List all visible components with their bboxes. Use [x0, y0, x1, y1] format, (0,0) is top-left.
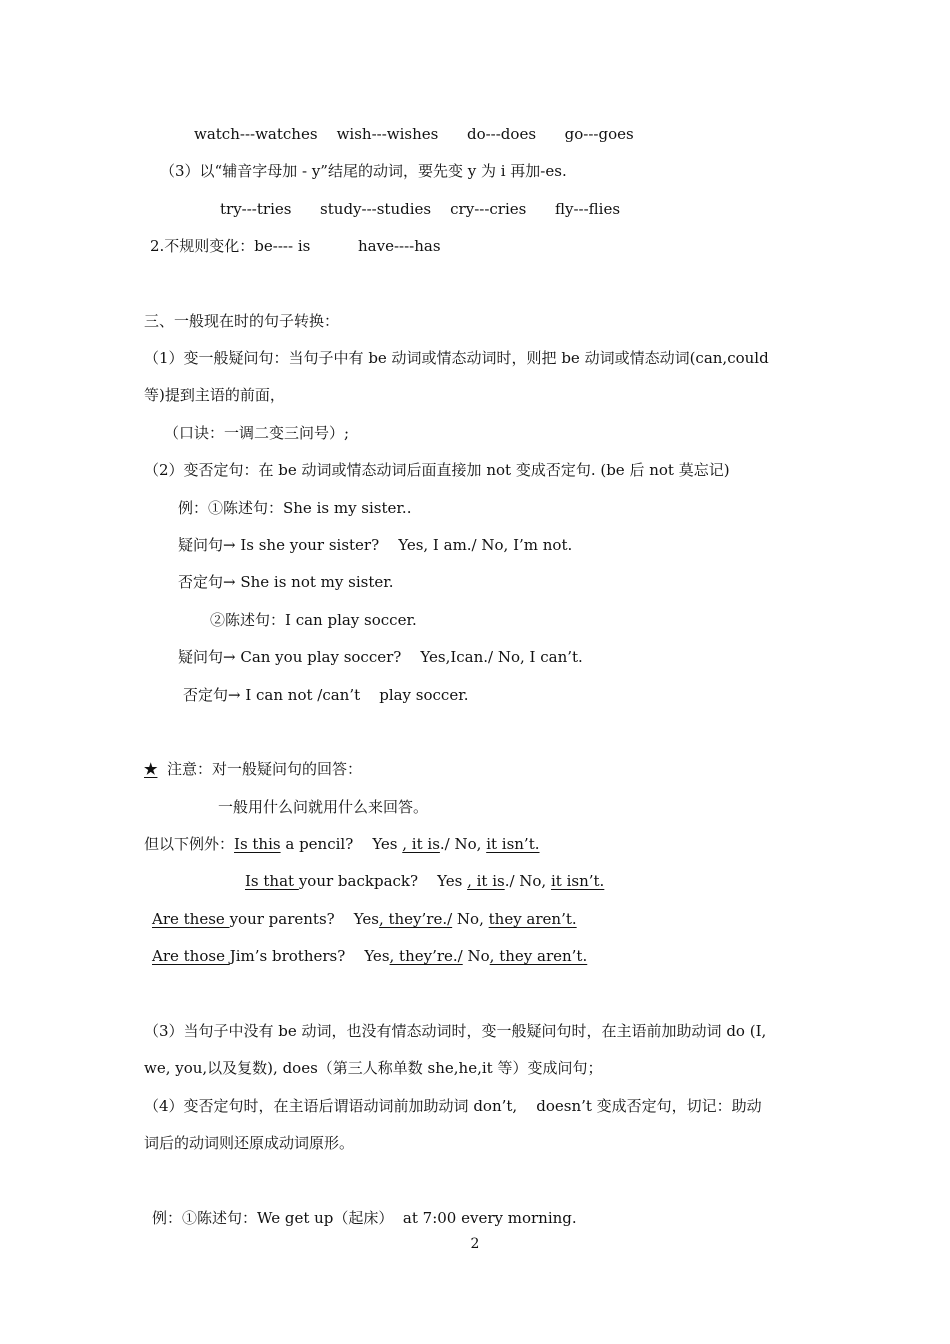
text-segment: 否定句→ I can not /can’t play soccer.: [183, 686, 469, 704]
line-1: [194, 124, 634, 144]
line-9: [144, 460, 730, 480]
line-18: [144, 834, 540, 854]
text-segment: Is that: [245, 872, 299, 890]
line-24: [144, 1096, 762, 1116]
text-segment: （2）变否定句：在 be 动词或情态动词后面直接加 not 变成否定句. (be 后 not 莫忘记): [144, 461, 730, 479]
line-11: [178, 535, 572, 555]
text-segment: 等)提到主语的前面，: [144, 386, 285, 404]
text-segment: Are these: [152, 910, 230, 928]
text-segment: 注意：对一般疑问句的回答：: [157, 760, 362, 778]
text-segment: it isn’t.: [550, 872, 605, 890]
line-7: [144, 385, 285, 405]
line-15: [183, 685, 469, 705]
text-segment: No: [462, 947, 490, 965]
text-segment: 2.不规则变化：be---- is have----has: [150, 237, 441, 255]
line-19: [245, 871, 604, 891]
text-segment: , they aren’t.: [489, 947, 588, 965]
text-segment: Jim’s brothers? Yes: [229, 947, 390, 965]
text-segment: 例：①陈述句：She is my sister..: [178, 499, 412, 517]
text-segment: we, you,以及复数), does（第三人称单数 she,he,it 等）变成问句；: [144, 1059, 603, 1077]
text-segment: , they’re./: [389, 947, 463, 965]
text-segment: 但以下例外：: [144, 835, 235, 853]
star-icon: ★: [144, 760, 158, 778]
line-10: [178, 498, 411, 518]
text-segment: 疑问句→ Is she your sister? Yes, I am./ No, I’m not.: [178, 536, 573, 554]
line-8: [164, 423, 349, 443]
text-segment: Is this: [234, 835, 281, 853]
text-segment: watch---watches wish---wishes do---does go---goes: [194, 125, 634, 143]
line-6: [144, 348, 769, 368]
line-14: [178, 647, 583, 667]
line-26: [152, 1208, 577, 1228]
line-25: [144, 1133, 354, 1153]
line-3: [220, 199, 620, 219]
page-number: 2: [470, 1236, 480, 1252]
line-20: [152, 909, 577, 929]
text-segment: , it is: [467, 872, 505, 890]
text-segment: （3）当句子中没有 be 动词，也没有情态动词时，变一般疑问句时，在主语前加助动词 do (I,: [144, 1022, 767, 1040]
text-segment: 否定句→ She is not my sister.: [178, 573, 394, 591]
text-segment: （3）以“辅音字母加 - y”结尾的动词，要先变 y 为 i 再加-es.: [160, 162, 567, 180]
text-segment: ./ No,: [504, 872, 551, 890]
line-2: [160, 161, 567, 181]
text-segment: Are those: [152, 947, 230, 965]
line-4: [150, 236, 441, 256]
text-segment: your parents? Yes: [229, 910, 379, 928]
line-21: [152, 946, 587, 966]
line-17: [218, 797, 428, 817]
text-segment: 一般用什么问就用什么来回答。: [218, 798, 429, 816]
line-13: [210, 610, 417, 630]
text-segment: 疑问句→ Can you play soccer? Yes,Ican./ No, I can’t.: [178, 648, 583, 666]
line-23: [144, 1058, 602, 1078]
text-segment: it isn’t.: [486, 835, 540, 853]
text-segment: , it is: [402, 835, 440, 853]
text-segment: 词后的动词则还原成动词原形。: [144, 1134, 355, 1152]
text-segment: , they’re./: [378, 910, 453, 928]
text-segment: ②陈述句：I can play soccer.: [210, 611, 417, 629]
text-segment: 三、一般现在时的句子转换：: [144, 312, 340, 330]
text-segment: a pencil? Yes: [280, 835, 403, 853]
note-line: [144, 759, 362, 779]
text-segment: your backpack? Yes: [298, 872, 468, 890]
line-12: [178, 572, 394, 592]
text-segment: they aren’t.: [488, 910, 577, 928]
text-segment: try---tries study---studies cry---cries fly---flies: [220, 200, 621, 218]
text-segment: （口诀：一调二变三问号）;: [164, 424, 350, 442]
line-22: [144, 1021, 766, 1041]
text-segment: 例：①陈述句：We get up（起床） at 7:00 every morning.: [152, 1209, 577, 1227]
section-heading: [144, 311, 339, 331]
text-segment: No,: [452, 910, 489, 928]
text-segment: （1）变一般疑问句：当句子中有 be 动词或情态动词时，则把 be 动词或情态动词(can,could: [144, 349, 769, 367]
text-segment: ./ No,: [439, 835, 487, 853]
text-segment: （4）变否定句时，在主语后谓语动词前加助动词 don’t, doesn’t 变成否定句，切记：助动: [144, 1097, 762, 1115]
